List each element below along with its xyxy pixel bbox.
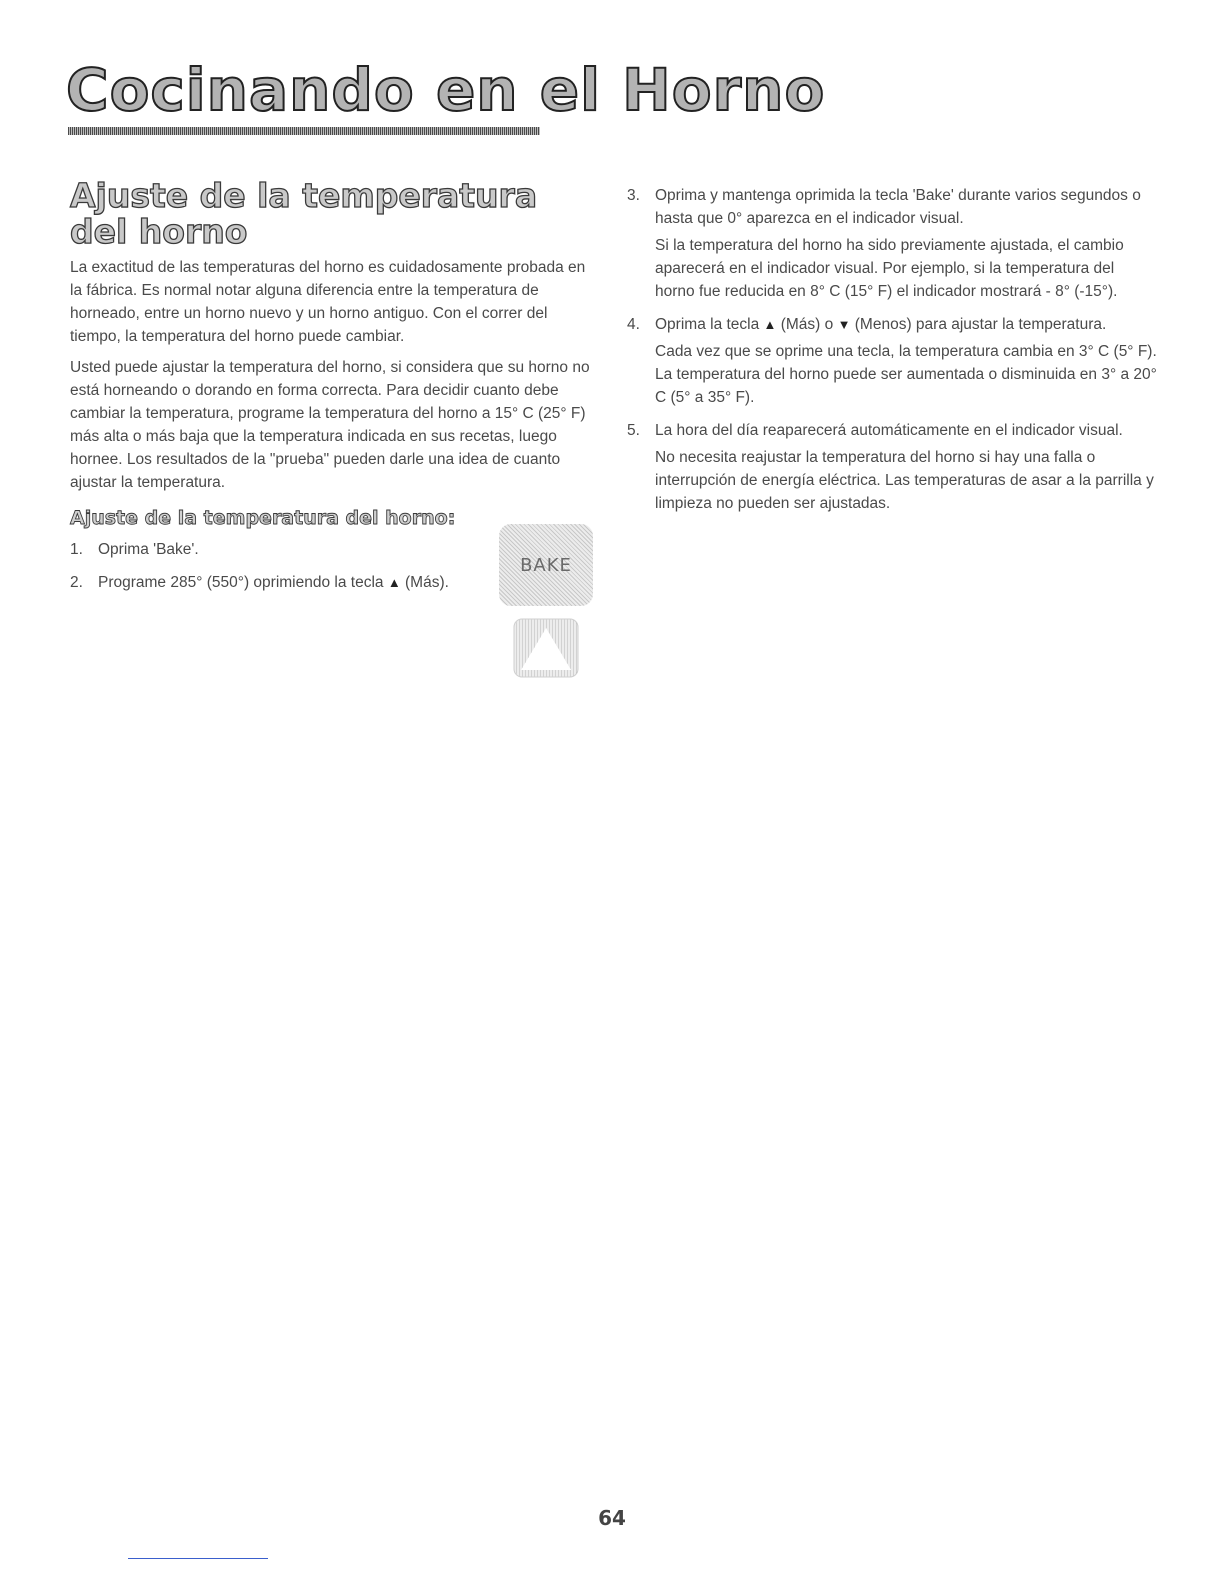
up-arrow-key-illustration bbox=[513, 618, 579, 678]
steps-subtitle: Ajuste de la temperatura del horno: bbox=[70, 507, 456, 529]
page-number: 64 bbox=[598, 1506, 626, 1530]
step-number: 4. bbox=[627, 316, 640, 333]
step-text: La hora del día reaparecerá automáticamente en el indicador visual. bbox=[655, 422, 1123, 439]
up-arrow-icon: ▲ bbox=[387, 575, 401, 590]
adjust-paragraph: Usted puede ajustar la temperatura del horno, si considera que su horno no está horneando o dorando en forma correcta. Para decidir cuanto debe cambiar la temperatura, programe la temperatura del horno a 15° C (25° F) más alta o más baja que la temperatura indicada en sus recetas, luego hornee. Los resultados de la "prueba" pueden darle una idea de cuanto ajustar la temperatura. bbox=[70, 359, 590, 491]
down-arrow-icon: ▼ bbox=[837, 317, 851, 332]
step-number: 2. bbox=[70, 574, 83, 591]
footer-divider bbox=[128, 1558, 268, 1559]
step-4 bbox=[627, 313, 1157, 409]
intro-paragraph: La exactitud de las temperaturas del horno es cuidadosamente probada en la fábrica. Es normal notar alguna diferencia entre la temperatura de horneado, entre un horno nuevo y un horno antiguo. Con el correr del tiempo, la temperatura del horno puede cambiar. bbox=[70, 259, 586, 345]
step-note: No necesita reajustar la temperatura del horno si hay una falla o interrupción de energía eléctrica. Las temperaturas de asar a la parrilla y limpieza no pueden ser ajustadas. bbox=[655, 449, 1154, 512]
step-text-mid: (Más) o bbox=[776, 316, 838, 333]
step-5 bbox=[627, 419, 1157, 515]
step-text-post: (Menos) para ajustar la temperatura. bbox=[850, 316, 1107, 333]
title-underline bbox=[68, 127, 540, 135]
steps-list-right bbox=[627, 184, 1157, 515]
right-column bbox=[627, 184, 1157, 525]
section-title: Ajuste de la temperatura del horno bbox=[70, 176, 538, 251]
step-number: 3. bbox=[627, 187, 640, 204]
step-text-post: (Más). bbox=[400, 574, 449, 591]
bake-key-illustration bbox=[499, 524, 593, 606]
step-3 bbox=[627, 184, 1157, 303]
step-number: 5. bbox=[627, 422, 640, 439]
step-text: Oprima 'Bake'. bbox=[98, 541, 199, 558]
bake-key-label: BAKE bbox=[520, 554, 572, 576]
step-text: Oprima y mantenga oprimida la tecla 'Bake' durante varios segundos o hasta que 0° aparezca en el indicador visual. bbox=[655, 187, 1141, 227]
step-note: Si la temperatura del horno ha sido previamente ajustada, el cambio aparecerá en el indicador visual. Por ejemplo, si la temperatura del horno fue reducida en 8° C (15° F) el indicador mostrará - 8° (-15°). bbox=[655, 237, 1124, 300]
step-text-pre: Oprima la tecla bbox=[655, 316, 764, 333]
up-arrow-icon: ▲ bbox=[763, 317, 777, 332]
step-number: 1. bbox=[70, 541, 83, 558]
step-text-pre: Programe 285° (550°) oprimiendo la tecla bbox=[98, 574, 388, 591]
step-note: Cada vez que se oprime una tecla, la temperatura cambia en 3° C (5° F). La temperatura del horno puede ser aumentada o disminuida en 3° a 20° C (5° a 35° F). bbox=[655, 343, 1157, 406]
page-title: Cocinando en el Horno bbox=[66, 56, 826, 124]
